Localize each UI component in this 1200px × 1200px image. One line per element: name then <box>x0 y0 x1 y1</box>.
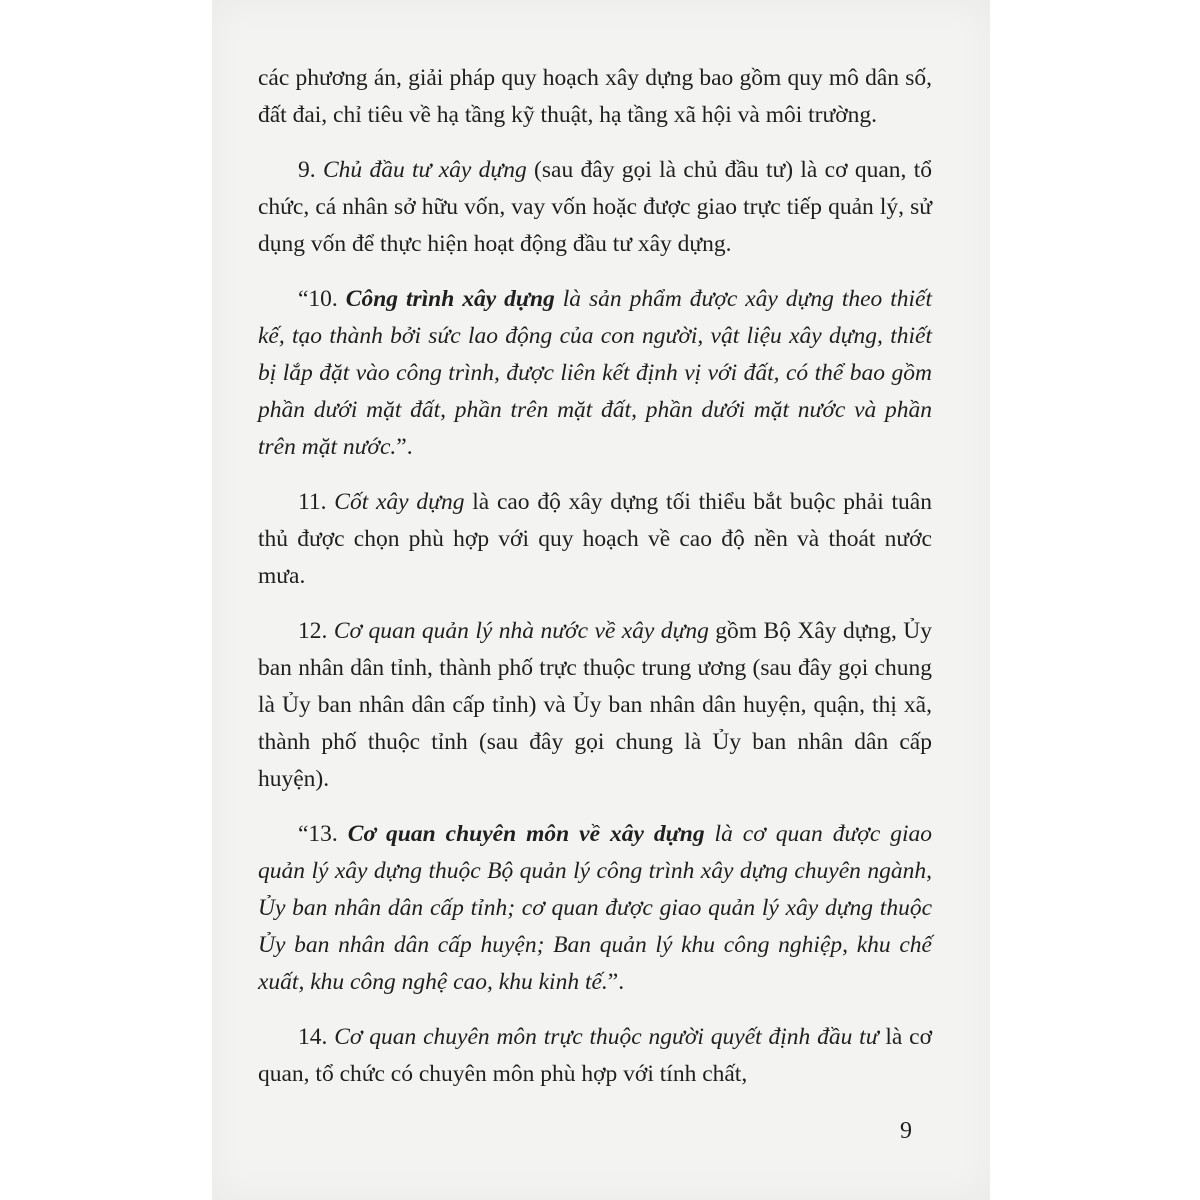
paragraph-number: 9. <box>298 157 323 183</box>
paragraph-11 <box>258 484 932 595</box>
page-text <box>258 60 932 1111</box>
defined-term: Cốt xây dựng <box>334 489 465 515</box>
closing-quote: ”. <box>607 969 625 995</box>
paragraph-14 <box>258 1019 932 1093</box>
paragraph-text: các phương án, giải pháp quy hoạch xây dựng bao gồm quy mô dân số, đất đai, chỉ tiêu về hạ tầng kỹ thuật, hạ tầng xã hội và môi trường. <box>258 65 932 128</box>
definition-text: là cơ quan, tổ chức có chuyên môn phù hợp với tính chất, <box>258 1024 933 1087</box>
defined-term: Cơ quan chuyên môn về xây dựng <box>347 821 705 847</box>
definition-text: là cao độ xây dựng tối thiểu bắt buộc phải tuân thủ được chọn phù hợp với quy hoạch về cao độ nền và thoát nước mưa. <box>258 489 932 589</box>
defined-term: Chủ đầu tư xây dựng <box>322 157 527 183</box>
paragraph-9 <box>258 152 932 263</box>
defined-term: Công trình xây dựng <box>345 286 555 312</box>
paragraph-10 <box>258 281 932 466</box>
paragraph-number: 12. <box>298 618 334 644</box>
defined-term: Cơ quan chuyên môn trực thuộc người quyết định đầu tư <box>334 1024 879 1050</box>
defined-term: Cơ quan quản lý nhà nước về xây dựng <box>333 618 709 644</box>
paragraph-number: “13. <box>298 821 348 847</box>
paragraph-8-continuation <box>258 60 932 134</box>
definition-text: gồm Bộ Xây dựng, Ủy ban nhân dân tỉnh, thành phố trực thuộc trung ương (sau đây gọi chung là Ủy ban nhân dân cấp tỉnh) và Ủy ban nhân dân huyện, quận, thị xã, thành phố thuộc tỉnh (sau đây gọi chung là Ủy ban nhân dân cấp huyện). <box>258 618 933 792</box>
paragraph-number: 14. <box>298 1024 335 1050</box>
definition-text: là sản phẩm được xây dựng theo thiết kế, tạo thành bởi sức lao động của con người, vật liệu xây dựng, thiết bị lắp đặt vào công trình, được liên kết định vị với đất, có thể bao gồm phần dưới mặt đất, phần trên mặt đất, phần dưới mặt nước và phần trên mặt nước. <box>258 286 933 460</box>
definition-text: (sau đây gọi là chủ đầu tư) là cơ quan, tổ chức, cá nhân sở hữu vốn, vay vốn hoặc được giao trực tiếp quản lý, sử dụng vốn để thực hiện hoạt động đầu tư xây dựng. <box>258 157 932 257</box>
paragraph-number: “10. <box>298 286 346 312</box>
paragraph-12 <box>258 613 932 798</box>
definition-text: là cơ quan được giao quản lý xây dựng thuộc Bộ quản lý công trình xây dựng chuyên ngành, Ủy ban nhân dân cấp tỉnh; cơ quan được giao quản lý xây dựng thuộc Ủy ban nhân dân cấp huyện; Ban quản lý khu công nghiệp, khu chế xuất, khu công nghệ cao, khu kinh tế. <box>258 821 932 995</box>
closing-quote: ”. <box>396 434 413 460</box>
page-number: 9 <box>900 1118 912 1144</box>
paragraph-number: 11. <box>298 489 335 515</box>
book-page <box>212 0 990 1200</box>
paragraph-13 <box>258 816 932 1001</box>
